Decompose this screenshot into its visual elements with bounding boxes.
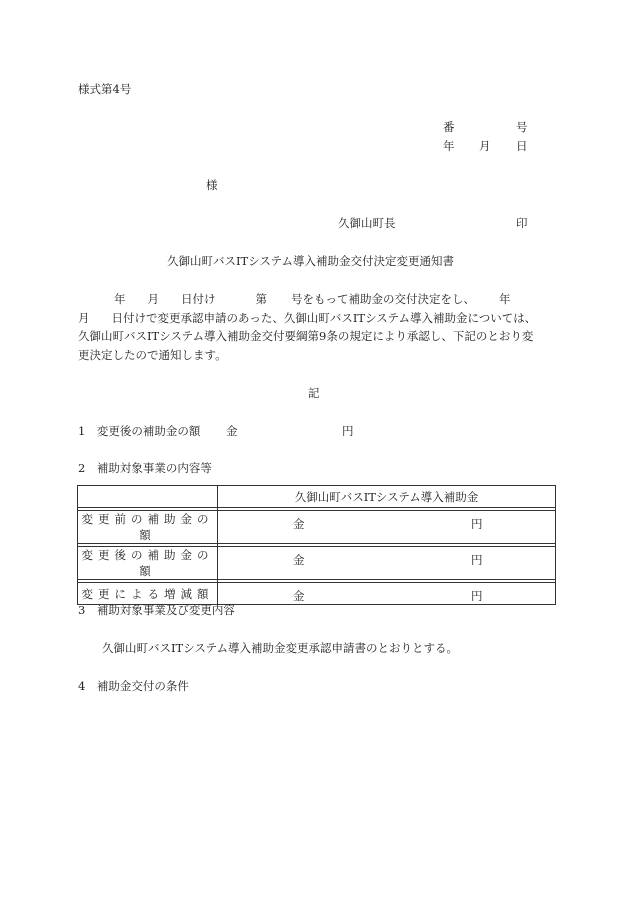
addressee-sama: 様 xyxy=(206,178,218,192)
document-title: 久御山町バスITシステム導入補助金交付決定変更通知書 xyxy=(167,254,455,268)
section-3-text: 久御山町バスITシステム導入補助金変更承認申請書のとおりとする。 xyxy=(102,641,459,655)
section-1-en: 円 xyxy=(342,424,354,438)
section-2-label: 2 補助対象事業の内容等 xyxy=(78,461,212,475)
date-year-label: 年 xyxy=(443,139,455,153)
body-month-2: 月 xyxy=(78,311,90,325)
table-row-label: 変更による増減額 xyxy=(78,583,218,605)
table-row-value: 金 円 xyxy=(218,547,556,580)
table-row xyxy=(78,583,556,605)
table-header-cell: 久御山町バスITシステム導入補助金 xyxy=(218,486,556,508)
form-number: 様式第4号 xyxy=(78,82,132,96)
body-line-4: 更決定したので通知します。 xyxy=(78,348,227,362)
body-day-dated: 日付け xyxy=(181,292,216,306)
table-row xyxy=(78,511,556,544)
body-year: 年 xyxy=(114,292,126,306)
section-1-kin: 金 xyxy=(226,424,238,438)
subsidy-table xyxy=(77,485,556,605)
table-row-label: 変更前の補助金の額 xyxy=(78,511,218,544)
body-application-text: 日付けで変更承認申請のあった、久御山町バスITシステム導入補助金については、 xyxy=(111,311,537,325)
body-dai: 第 xyxy=(255,292,267,306)
table-row-value: 金 円 xyxy=(218,583,556,605)
body-line-2 xyxy=(78,313,536,325)
date-month-label: 月 xyxy=(479,139,491,153)
table-row xyxy=(78,547,556,580)
body-decision-text: 号をもって補助金の交付決定をし、 xyxy=(291,292,475,306)
table-row-label: 変更後の補助金の額 xyxy=(78,547,218,580)
number-label-ban: 番 xyxy=(443,120,455,134)
number-label-go: 号 xyxy=(516,120,528,134)
ki-heading: 記 xyxy=(308,386,320,400)
section-3-label: 3 補助対象事業及び変更内容 xyxy=(78,603,235,617)
body-year-2: 年 xyxy=(499,292,511,306)
section-4-label: 4 補助金交付の条件 xyxy=(78,679,189,693)
body-line-3: 久御山町バスITシステム導入補助金交付要綱第9条の規定により承認し、下記のとおり変 xyxy=(78,329,534,343)
table-header-row xyxy=(78,486,556,508)
seal-mark: 印 xyxy=(516,216,528,230)
table-header-empty xyxy=(78,486,218,508)
table-row-value: 金 円 xyxy=(218,511,556,544)
body-line-1 xyxy=(78,294,511,306)
body-month: 月 xyxy=(147,292,159,306)
date-day-label: 日 xyxy=(516,139,528,153)
section-1-label: 1 変更後の補助金の額 xyxy=(78,424,201,438)
issuer-name: 久御山町長 xyxy=(338,216,396,230)
